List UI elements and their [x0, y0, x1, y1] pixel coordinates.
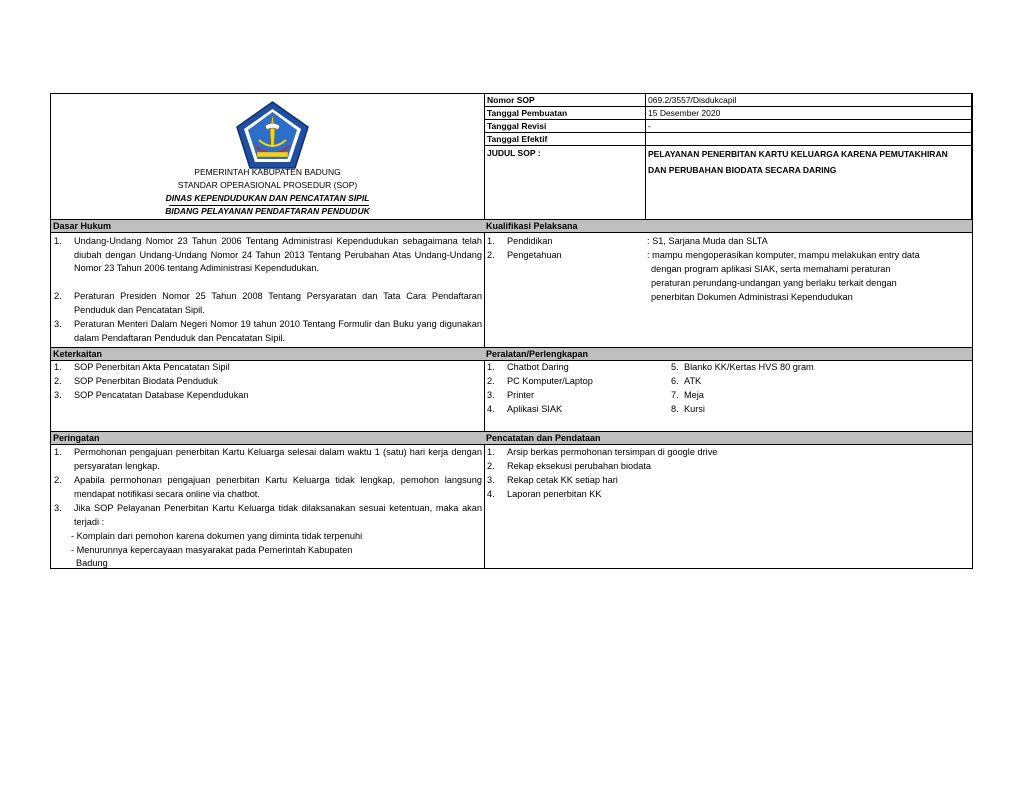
badung-regency-emblem-icon	[235, 100, 310, 170]
list-item: 2. Apabila permohonan pengajuan penerbitan Kartu Keluarga tidak lengkap, pemohon langsung mendapat notifikasi secara online via chatbot.	[54, 475, 482, 499]
meta-label-efektif: Tanggal Efektif	[487, 134, 548, 144]
kualifikasi-value-2b: dengan program aplikasi SIAK, serta memahami peraturan	[651, 264, 891, 274]
pencatatan-num-1: 1.	[487, 447, 495, 457]
keterkaitan-num-3: 3.	[54, 390, 62, 400]
keterkaitan-item-1: SOP Penerbitan Akta Pencatatan Sipil	[74, 362, 230, 372]
pencatatan-num-3: 3.	[487, 475, 495, 485]
kualifikasi-value-2d: penerbitan Dokumen Administrasi Kependudukan	[651, 292, 853, 302]
peringatan-sub-1: - Komplain dari pemohon karena dokumen yang diminta tidak terpenuhi	[71, 531, 363, 541]
kualifikasi-value-2c: peraturan perundang-undangan yang berlaku terkait dengan	[651, 278, 897, 288]
org-line2: STANDAR OPERASIONAL PROSEDUR (SOP)	[177, 180, 358, 190]
kualifikasi-label-1: Pendidikan	[507, 236, 553, 246]
list-item: 1. Undang-Undang Nomor 23 Tahun 2006 Tentang Administrasi Kependudukan sebagaimana telah diubah dengan Undang-Undang Nomor 24 Tahun 2013 Tentang Perubahan Atas Undang-Undang Nomor 23 Tahun 2006 tentang Adiministrasi Kependudukan.	[54, 236, 482, 273]
logo	[235, 100, 310, 170]
list-item: 2. Peraturan Presiden Nomor 25 Tahun 2008 Tentang Persyaratan dan Tata Cara Pendaftaran Penduduk dan Pencatatan Sipil.	[54, 291, 482, 315]
band-dasar-hukum: Dasar Hukum	[51, 219, 485, 233]
kualifikasi-value-2a: : mampu mengoperasikan komputer, mampu melakukan entry data	[647, 250, 920, 260]
pencatatan-num-4: 4.	[487, 489, 495, 499]
peralatan-item-4: Aplikasi SIAK	[507, 404, 563, 414]
judul-line1: PELAYANAN PENERBITAN KARTU KELUARGA KARENA PEMUTAKHIRAN	[648, 149, 948, 159]
peringatan-sub-3: Badung	[76, 558, 108, 568]
peralatan-num-6: 6.	[671, 376, 679, 386]
meta-value-pembuatan: 15 Desember 2020	[648, 108, 721, 118]
list-item: 3. Peraturan Menteri Dalam Negeri Nomor 19 tahun 2010 Tentang Formulir dan Buku yang digunakan dalam Pendaftaran Penduduk dan Pencatatan Sipil.	[54, 319, 482, 343]
peralatan-item-6: ATK	[684, 376, 702, 386]
kualifikasi-num-1: 1.	[487, 236, 495, 246]
keterkaitan-num-2: 2.	[54, 376, 62, 386]
keterkaitan-item-3: SOP Pencatatan Database Kependudukan	[74, 390, 249, 400]
judul-line2: DAN PERUBAHAN BIODATA SECARA DARING	[648, 165, 837, 175]
pencatatan-item-2: Rekap eksekusi perubahan biodata	[507, 461, 652, 471]
pencatatan-item-1: Arsip berkas permohonan tersimpan di google drive	[507, 447, 718, 457]
peralatan-num-7: 7.	[671, 390, 679, 400]
judul-label: JUDUL SOP :	[487, 148, 541, 158]
peralatan-num-5: 5.	[671, 362, 679, 372]
peralatan-item-2: PC Komputer/Laptop	[507, 376, 593, 386]
peralatan-num-2: 2.	[487, 376, 495, 386]
meta-label-revisi: Tanggal Revisi	[487, 121, 547, 131]
kualifikasi-label-2: Pengetahuan	[507, 250, 562, 260]
peralatan-item-1: Chatbot Daring	[507, 362, 569, 372]
pencatatan-item-4: Laporan penerbitan KK	[507, 489, 602, 499]
meta-value-nomor: 069.2/3557/Disdukcapil	[648, 95, 737, 105]
keterkaitan-num-1: 1.	[54, 362, 62, 372]
peralatan-item-7: Meja	[684, 390, 704, 400]
peringatan-sub-2: - Menurunnya kepercayaan masyarakat pada Pemerintah Kabupaten	[71, 545, 353, 555]
pencatatan-num-2: 2.	[487, 461, 495, 471]
pencatatan-item-3: Rekap cetak KK setiap hari	[507, 475, 618, 485]
peralatan-num-4: 4.	[487, 404, 495, 414]
peralatan-item-3: Printer	[507, 390, 535, 400]
meta-label-pembuatan: Tanggal Pembuatan	[487, 108, 568, 118]
peralatan-num-1: 1.	[487, 362, 495, 372]
kualifikasi-num-2: 2.	[487, 250, 495, 260]
band-peringatan: Peringatan	[51, 431, 485, 445]
peralatan-item-5: Blanko KK/Kertas HVS 80 gram	[684, 362, 814, 372]
peralatan-num-3: 3.	[487, 390, 495, 400]
org-line1: PEMERINTAH KABUPATEN BADUNG	[194, 167, 341, 177]
meta-label-nomor: Nomor SOP	[487, 95, 535, 105]
sop-sheet	[50, 93, 973, 569]
band-peralatan: Peralatan/Perlengkapan	[484, 347, 972, 361]
list-item: 3. Jika SOP Pelayanan Penerbitan Kartu Keluarga tidak dilaksanakan sesuai ketentuan, maka akan terjadi :	[54, 503, 482, 527]
band-kualifikasi: Kualifikasi Pelaksana	[484, 219, 972, 233]
keterkaitan-item-2: SOP Penerbitan Biodata Penduduk	[74, 376, 218, 386]
peralatan-item-8: Kursi	[684, 404, 705, 414]
band-keterkaitan: Keterkaitan	[51, 347, 485, 361]
org-line4: BIDANG PELAYANAN PENDAFTARAN PENDUDUK	[165, 206, 370, 216]
org-line3: DINAS KEPENDUDUKAN DAN PENCATATAN SIPIL	[165, 193, 370, 203]
list-item: 1. Permohonan pengajuan penerbitan Kartu Keluarga selesai dalam waktu 1 (satu) hari kerja dengan persyaratan lengkap.	[54, 447, 482, 471]
band-pencatatan: Pencatatan dan Pendataan	[484, 431, 972, 445]
peralatan-num-8: 8.	[671, 404, 679, 414]
kualifikasi-value-1: : S1, Sarjana Muda dan SLTA	[647, 236, 768, 246]
meta-value-revisi: -	[648, 121, 651, 131]
